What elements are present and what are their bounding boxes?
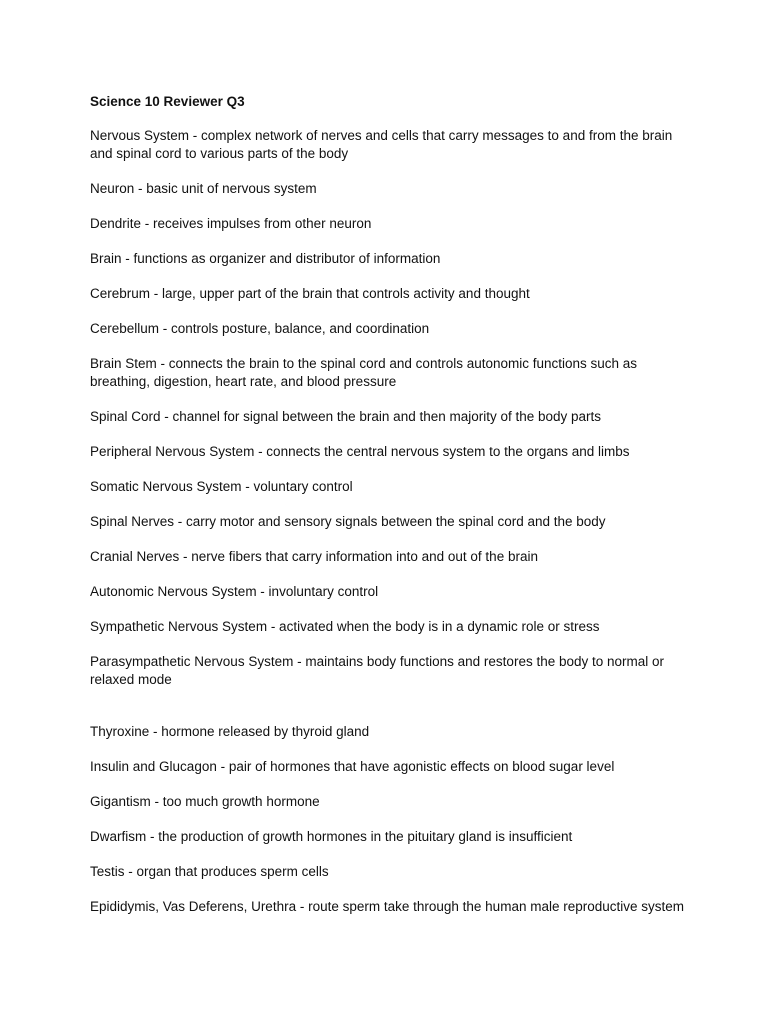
entry-epididymis-vas-deferens-urethra: Epididymis, Vas Deferens, Urethra - route sperm take through the human male reproductive system — [90, 899, 685, 914]
document-title: Science 10 Reviewer Q3 — [90, 94, 245, 109]
entry-cranial-nerves: Cranial Nerves - nerve fibers that carry information into and out of the brain — [90, 549, 538, 564]
entry-brain-stem: Brain Stem - connects the brain to the spinal cord and controls autonomic functions such as breathing, digestion, heart rate, and blood pressure — [90, 356, 638, 389]
entry-parasympathetic-nervous-system: Parasympathetic Nervous System - maintains body functions and restores the body to normal or relaxed mode — [90, 654, 665, 687]
entry-sympathetic-nervous-system: Sympathetic Nervous System - activated when the body is in a dynamic role or stress — [90, 619, 600, 634]
section-gap — [90, 706, 690, 723]
entry-testis: Testis - organ that produces sperm cells — [90, 864, 329, 879]
entry-nervous-system: Nervous System - complex network of nerves and cells that carry messages to and from the brain and spinal cord to various parts of the body — [90, 128, 673, 161]
entry-somatic-nervous-system: Somatic Nervous System - voluntary control — [90, 479, 353, 494]
entry-cerebellum: Cerebellum - controls posture, balance, and coordination — [90, 321, 430, 336]
entry-peripheral-nervous-system: Peripheral Nervous System - connects the central nervous system to the organs and limbs — [90, 444, 630, 459]
entry-spinal-nerves: Spinal Nerves - carry motor and sensory signals between the spinal cord and the body — [90, 514, 606, 529]
entry-spinal-cord: Spinal Cord - channel for signal between the brain and then majority of the body parts — [90, 409, 602, 424]
entry-brain: Brain - functions as organizer and distributor of information — [90, 251, 441, 266]
document-body — [90, 93, 690, 933]
entry-cerebrum: Cerebrum - large, upper part of the brain that controls activity and thought — [90, 286, 530, 301]
entry-insulin-glucagon: Insulin and Glucagon - pair of hormones that have agonistic effects on blood sugar level — [90, 759, 615, 774]
entry-autonomic-nervous-system: Autonomic Nervous System - involuntary control — [90, 584, 379, 599]
entry-thyroxine: Thyroxine - hormone released by thyroid gland — [90, 724, 370, 739]
entry-gigantism: Gigantism - too much growth hormone — [90, 794, 320, 809]
entry-neuron: Neuron - basic unit of nervous system — [90, 181, 317, 196]
entry-dwarfism: Dwarfism - the production of growth hormones in the pituitary gland is insufficient — [90, 829, 573, 844]
entry-dendrite: Dendrite - receives impulses from other neuron — [90, 216, 372, 231]
